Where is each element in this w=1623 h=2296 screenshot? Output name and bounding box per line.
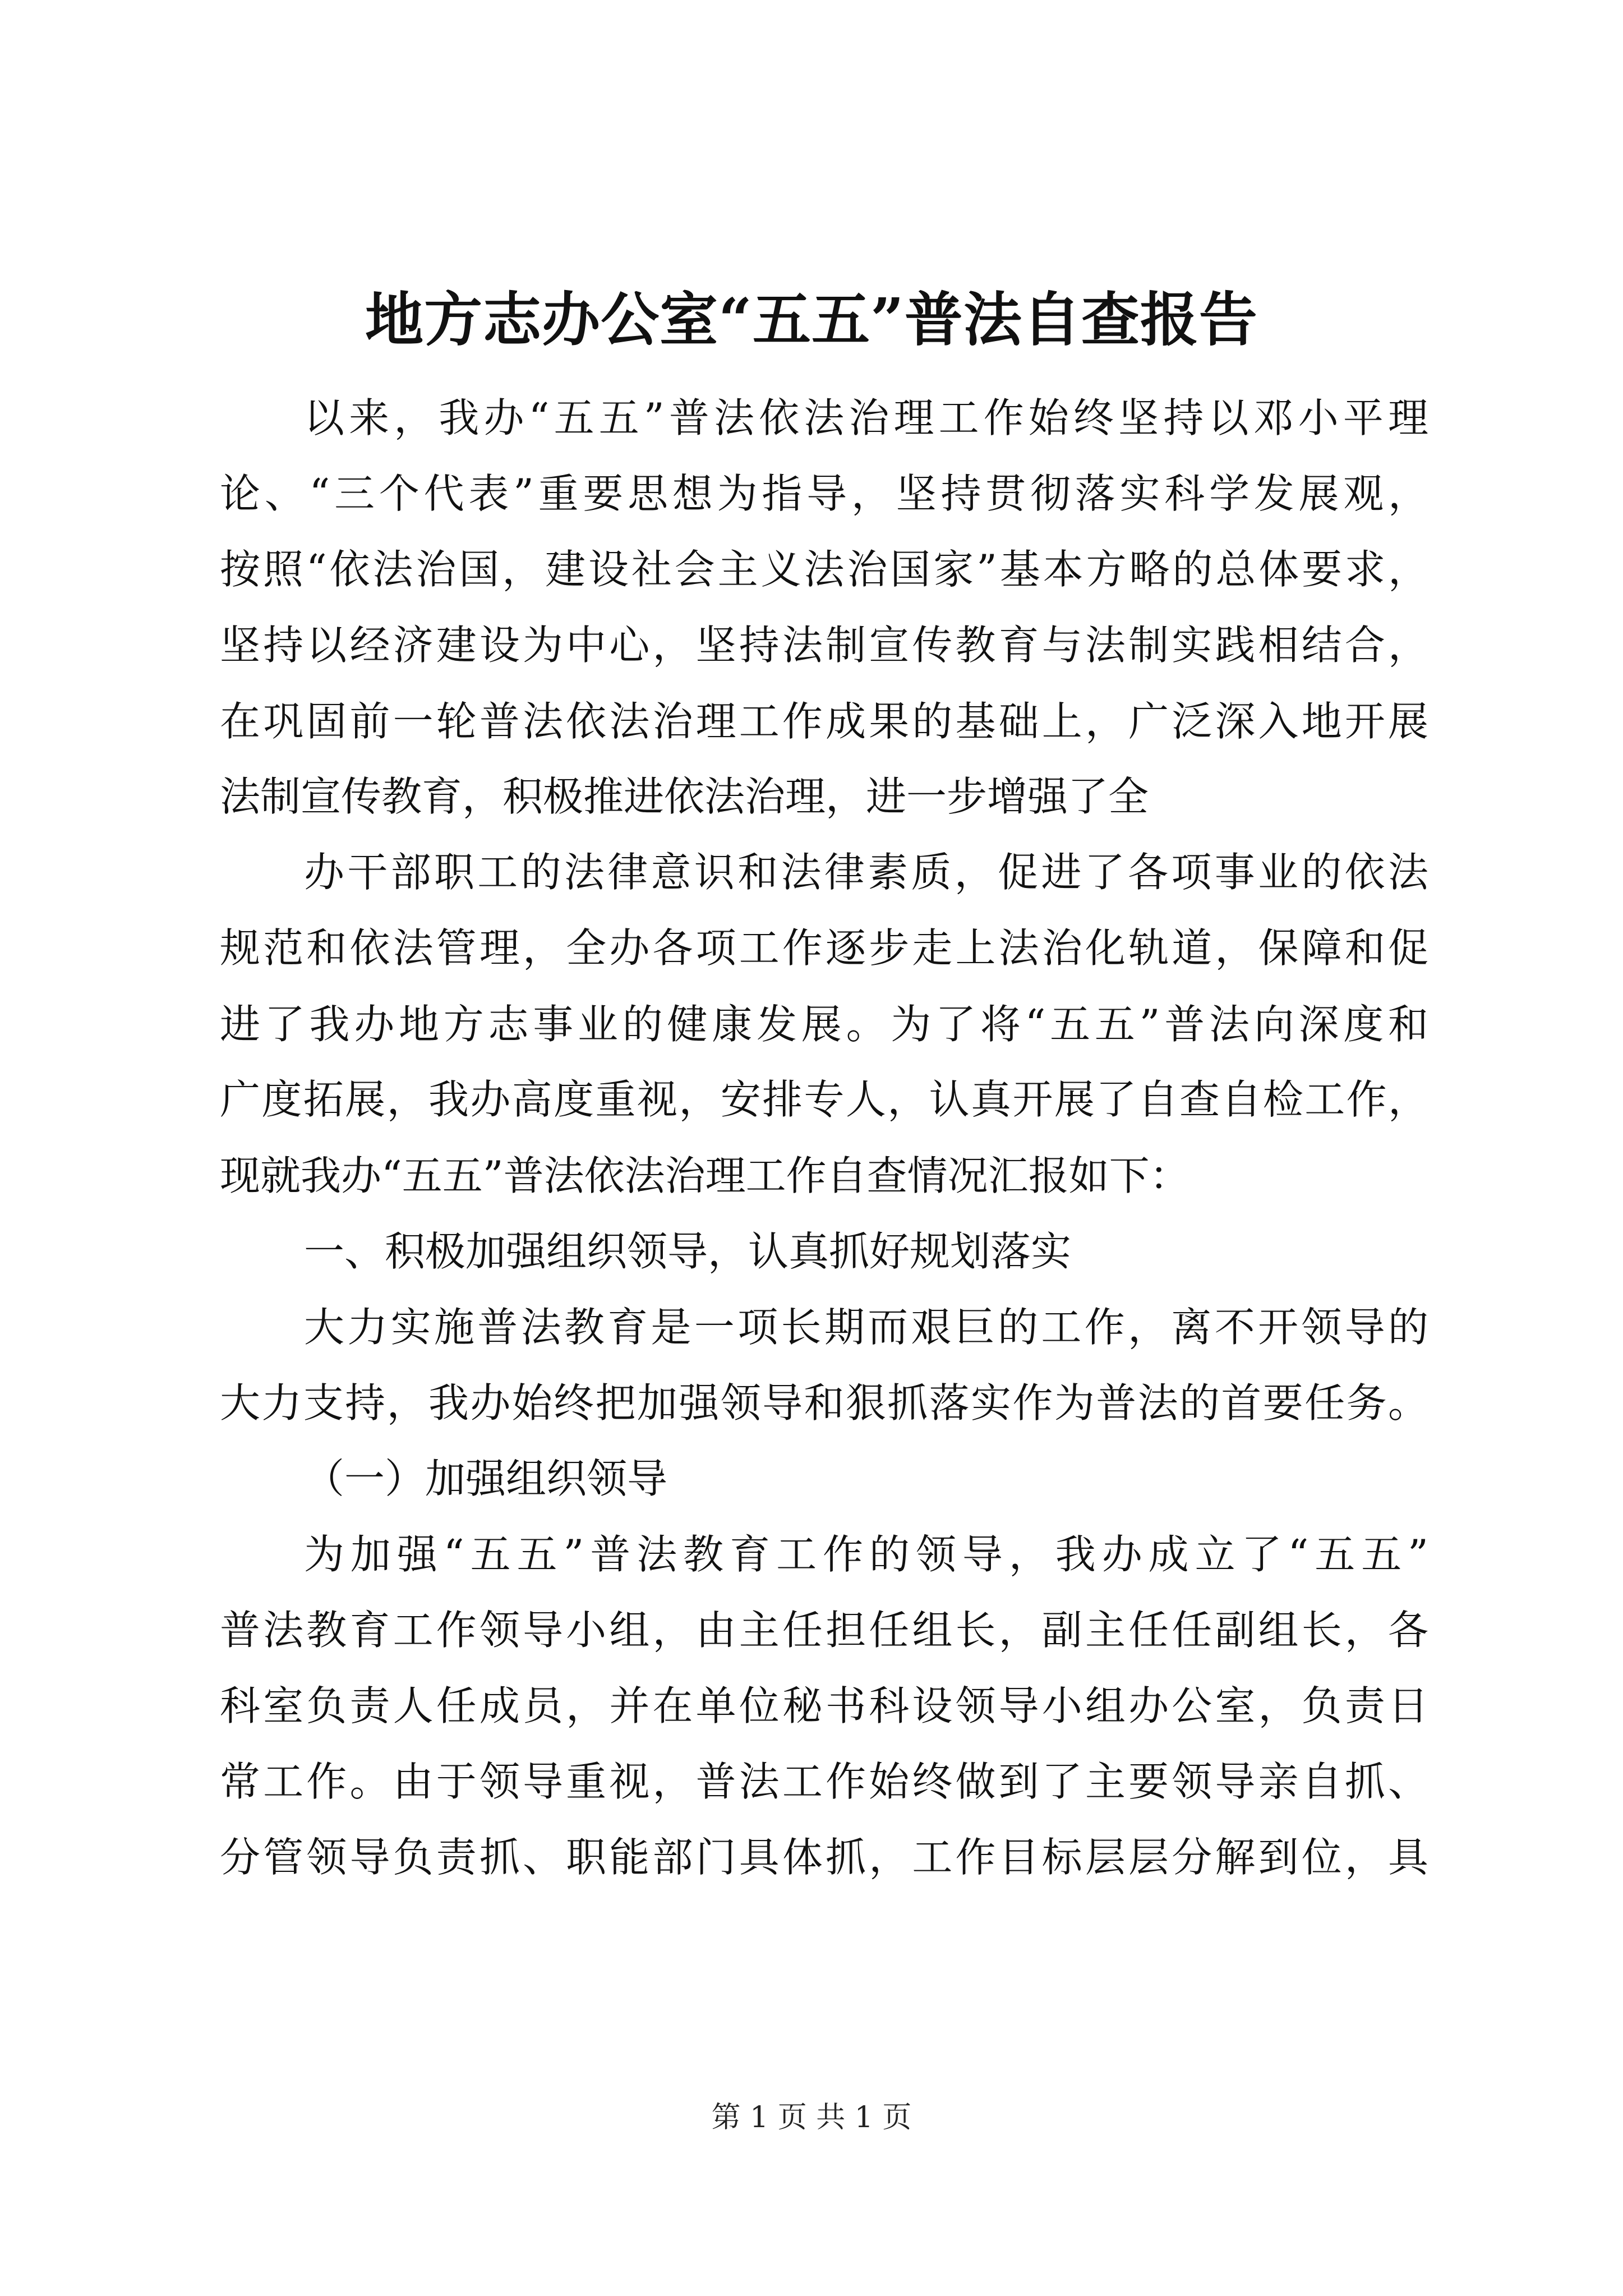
paragraph-1-line-6: 法制宣传教育，积极推进依法治理，进一步增强了全	[220, 773, 1149, 820]
paragraph-2-line-2: 规范和依法管理，全办各项工作逐步走上法治化轨道，保障和促	[220, 924, 1428, 972]
paragraph-4-line-1: 为加强“五五”普法教育工作的领导，我办成立了“五五”	[304, 1531, 1428, 1578]
page-footer: 第 1 页 共 1 页	[711, 2101, 912, 2134]
paragraph-3-line-1: 大力实施普法教育是一项长期而艰巨的工作，离不开领导的	[304, 1304, 1428, 1351]
paragraph-1-line-2: 论、“三个代表”重要思想为指导，坚持贯彻落实科学发展观，	[220, 470, 1428, 517]
paragraph-1-line-4: 坚持以经济建设为中心，坚持法制宣传教育与法制实践相结合，	[220, 622, 1428, 669]
paragraph-1-line-1: 以来，我办“五五”普法依法治理工作始终坚持以邓小平理	[304, 394, 1428, 441]
section-heading-1: 一、积极加强组织领导，认真抓好规划落实	[304, 1228, 1072, 1275]
paragraph-2-line-4: 广度拓展，我办高度重视，安排专人，认真开展了自查自检工作，	[220, 1076, 1428, 1123]
paragraph-2-line-5: 现就我办“五五”普法依法治理工作自查情况汇报如下：	[220, 1152, 1190, 1199]
paragraph-1-line-3: 按照“依法治国，建设社会主义法治国家”基本方略的总体要求，	[220, 546, 1428, 593]
paragraph-4-line-2: 普法教育工作领导小组，由主任担任组长，副主任任副组长，各	[220, 1607, 1428, 1654]
paragraph-2-line-1: 办干部职工的法律意识和法律素质，促进了各项事业的依法	[304, 849, 1428, 896]
paragraph-3-line-2: 大力支持，我办始终把加强领导和狠抓落实作为普法的首要任务。	[220, 1379, 1428, 1427]
paragraph-1-line-5: 在巩固前一轮普法依法治理工作成果的基础上，广泛深入地开展	[220, 698, 1428, 745]
paragraph-4-line-5: 分管领导负责抓、职能部门具体抓，工作目标层层分解到位，具	[220, 1834, 1428, 1881]
paragraph-2-line-3: 进了我办地方志事业的健康发展。为了将“五五”普法向深度和	[220, 1001, 1428, 1048]
paragraph-4-line-3: 科室负责人任成员，并在单位秘书科设领导小组办公室，负责日	[220, 1682, 1428, 1729]
subsection-heading-1: （一）加强组织领导	[304, 1455, 668, 1502]
paragraph-4-line-4: 常工作。由于领导重视，普法工作始终做到了主要领导亲自抓、	[220, 1758, 1428, 1805]
document-title: 地方志办公室“五五”普法自查报告	[365, 285, 1258, 354]
